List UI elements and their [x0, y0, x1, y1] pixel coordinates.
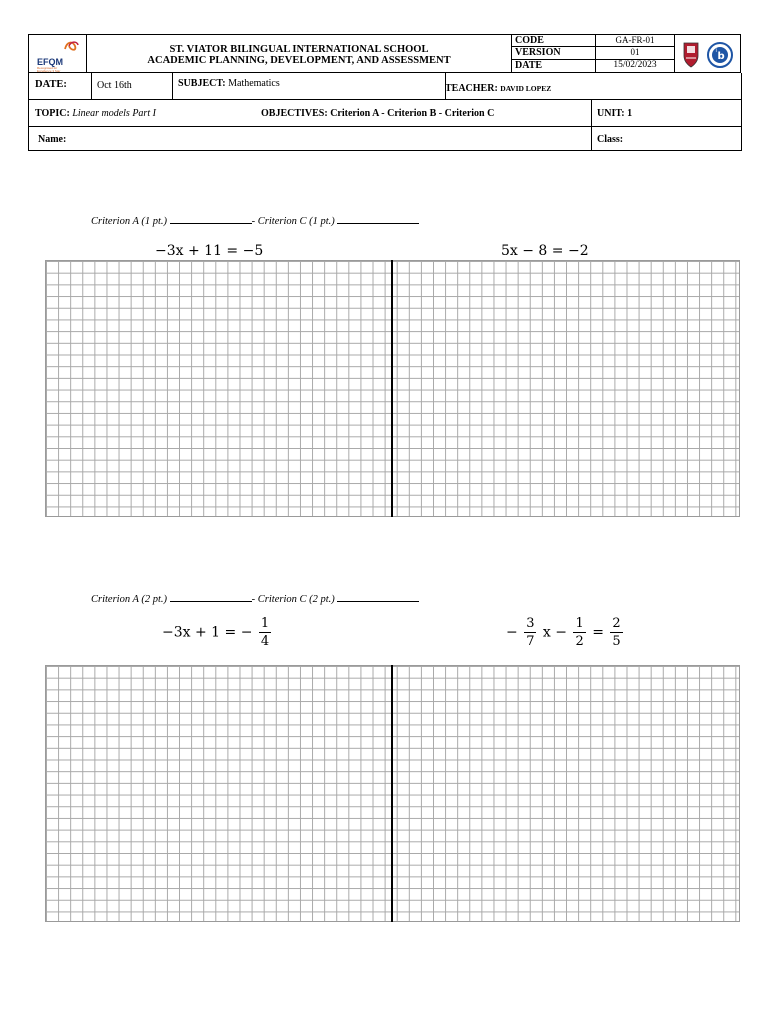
- left-logo-cell: [29, 35, 87, 73]
- work-grid-1-divider: [391, 260, 393, 517]
- subject-label: SUBJECT:: [178, 78, 226, 89]
- criterion-a-score-blank[interactable]: [170, 592, 252, 602]
- teacher-label: TEACHER:: [445, 83, 498, 94]
- name-row: [28, 125, 742, 151]
- fraction: [610, 617, 622, 648]
- subject-field: [178, 78, 280, 89]
- fraction-numerator: 1: [575, 616, 584, 631]
- teacher-value: DAVID LOPEZ: [500, 84, 552, 93]
- equation-3-lhs: −3x + 1 = −: [162, 624, 253, 641]
- topic-value: Linear models Part I: [72, 108, 156, 119]
- fraction-numerator: 2: [612, 616, 621, 631]
- objectives-value: Criterion A - Criterion B - Criterion C: [330, 108, 495, 119]
- svg-text:b: b: [717, 51, 725, 62]
- unit-field: [597, 108, 632, 119]
- unit-label: UNIT:: [597, 108, 625, 119]
- svg-text:i: i: [715, 48, 717, 54]
- section2-criteria-line: [91, 592, 419, 605]
- efqm-logo: [37, 39, 81, 73]
- equation-2: 5x − 8 = −2: [501, 243, 589, 259]
- divider: [91, 73, 92, 99]
- topic-label: TOPIC:: [35, 108, 70, 119]
- criterion-c-label: - Criterion C (2 pt.): [251, 594, 335, 605]
- code-label: CODE: [512, 35, 596, 47]
- efqm-swirl-icon: [37, 39, 81, 53]
- criterion-a-score-blank[interactable]: [170, 214, 252, 224]
- right-logos-cell: [675, 35, 741, 73]
- teacher-field: [445, 83, 551, 94]
- fraction-denominator: 5: [612, 634, 621, 649]
- equation-1: −3x + 11 = −5: [155, 243, 264, 259]
- school-title-cell: [87, 35, 512, 73]
- divider: [591, 100, 592, 126]
- date-subject-row: [28, 73, 742, 100]
- version-value: 01: [596, 47, 675, 59]
- fraction: [524, 617, 536, 648]
- school-crest-icon: [678, 38, 738, 72]
- fraction-denominator: 7: [526, 634, 535, 649]
- criterion-c-label: - Criterion C (1 pt.): [251, 216, 335, 227]
- department-name: ACADEMIC PLANNING, DEVELOPMENT, AND ASSESSMENT: [147, 55, 451, 66]
- fraction: [573, 617, 585, 648]
- efqm-logo-text: EFQM: [37, 57, 63, 67]
- date-value: 15/02/2023: [596, 59, 675, 72]
- school-name: ST. VIATOR BILINGUAL INTERNATIONAL SCHOOL: [169, 44, 429, 55]
- divider: [591, 125, 592, 150]
- version-label: VERSION: [512, 47, 596, 59]
- efqm-logo-subtext: Recognised for Excellence 3 Star: [37, 66, 61, 73]
- school-header-table: [28, 34, 741, 73]
- topic-field: [35, 108, 156, 119]
- equation-4: [506, 617, 625, 648]
- criterion-c-score-blank[interactable]: [337, 214, 419, 224]
- fraction-denominator: 4: [260, 634, 270, 649]
- divider: [172, 73, 173, 99]
- equation-3: [162, 617, 273, 648]
- code-value: GA-FR-01: [596, 35, 675, 47]
- fraction-denominator: 2: [575, 634, 584, 649]
- fraction-numerator: 3: [526, 616, 535, 631]
- name-field-label: Name:: [38, 134, 67, 145]
- criterion-c-score-blank[interactable]: [337, 592, 419, 602]
- unit-value: 1: [627, 108, 633, 119]
- equals-sign: =: [592, 624, 604, 641]
- fraction: [259, 617, 271, 648]
- topic-row: [28, 99, 742, 127]
- date-field-label: DATE:: [35, 79, 67, 90]
- date-label: DATE: [512, 59, 596, 72]
- objectives-label: OBJECTIVES:: [261, 108, 328, 119]
- criterion-a-label: Criterion A (2 pt.): [91, 594, 168, 605]
- work-grid-2-divider: [391, 665, 393, 922]
- date-field-value: Oct 16th: [97, 80, 132, 91]
- objectives-field: [261, 108, 494, 119]
- section1-criteria-line: [91, 214, 419, 227]
- subject-value: Mathematics: [228, 78, 280, 89]
- equation-4-sign: −: [506, 624, 518, 641]
- fraction-numerator: 1: [260, 616, 270, 631]
- class-field-label: Class:: [597, 134, 624, 145]
- criterion-a-label: Criterion A (1 pt.): [91, 216, 168, 227]
- equation-4-middle: x −: [542, 624, 567, 641]
